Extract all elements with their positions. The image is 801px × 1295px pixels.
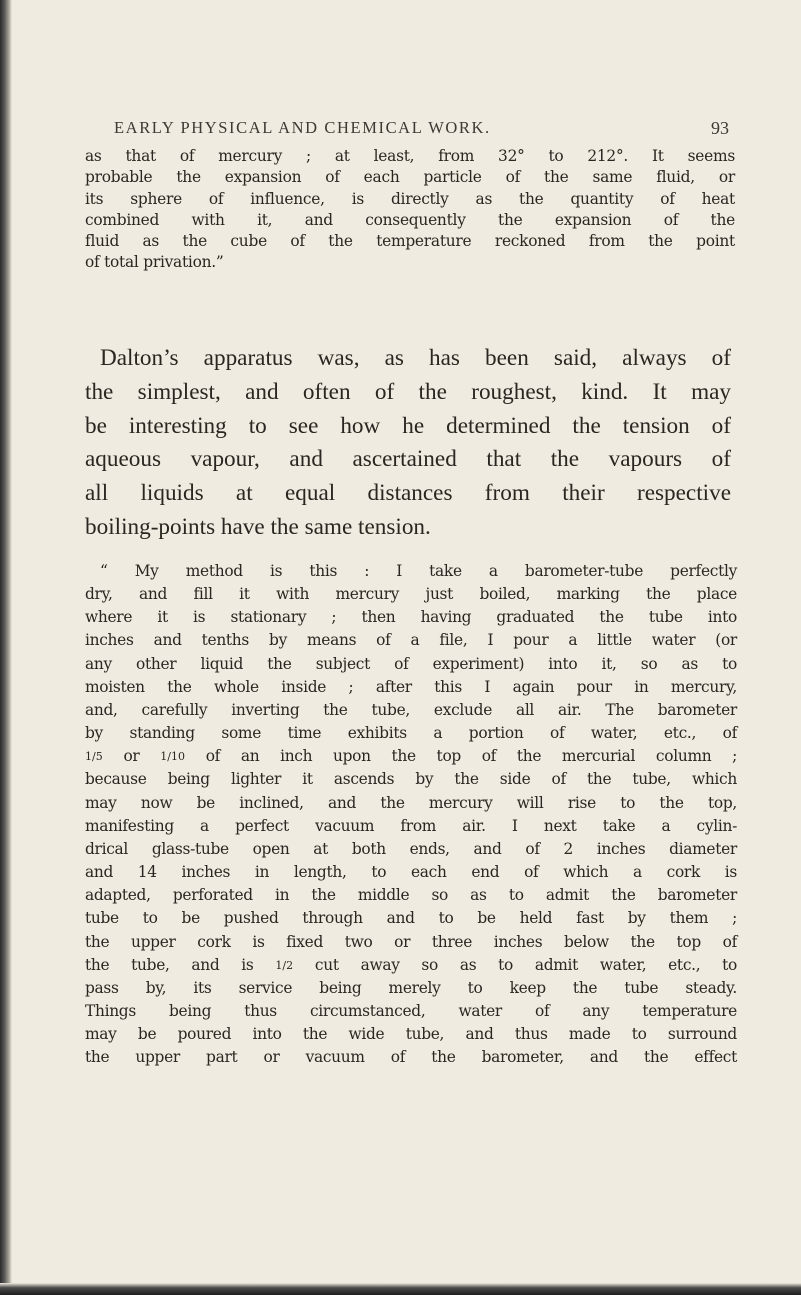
text-line: where it is stationary ; then having graduated the tube into [85, 608, 737, 627]
text-line: and, carefully inverting the tube, exclude all air. The barometer [85, 700, 737, 719]
text-line: the upper cork is fixed two or three inches below the top of [85, 932, 737, 951]
text-line: “ My method is this : I take a barometer-tube perfectly [100, 562, 737, 580]
text-line: may be poured into the wide tube, and thus made to surround [85, 1025, 737, 1044]
text-line: be interesting to see how he determined the tension of [85, 412, 731, 439]
text-line: inches and tenths by means of a file, I pour a little water (or [85, 631, 737, 650]
page-header [114, 118, 729, 148]
text-line: manifesting a perfect vacuum from air. I next take a cylin- [85, 816, 737, 835]
text-line: its sphere of influence, is directly as the quantity of heat [85, 189, 735, 208]
quotation-continuation [85, 146, 735, 274]
text-line: 1/5 or 1/10 of an inch upon the top of the mercurial column ; [85, 747, 737, 766]
text-line: the tube, and is 1/2 cut away so as to admit water, etc., to [85, 955, 738, 974]
fraction: 1/2 [275, 958, 294, 972]
text-line: pass by, its service being merely to keep the tube steady. [85, 978, 737, 997]
running-head: EARLY PHYSICAL AND CHEMICAL WORK. [114, 118, 491, 137]
page-number: 93 [711, 118, 729, 138]
text-line: all liquids at equal distances from their respective [85, 480, 731, 507]
text-line: drical glass-tube open at both ends, and of 2 inches diameter [85, 839, 737, 858]
text-line: by standing some time exhibits a portion of water, etc., of [85, 724, 737, 743]
text-line: any other liquid the subject of experiment) into it, so as to [85, 654, 737, 673]
text-line: probable the expansion of each particle of the same fluid, or [85, 168, 735, 187]
fraction: 1/5 [85, 750, 103, 764]
page-bottom-edge [0, 1283, 801, 1295]
text-line: may now be inclined, and the mercury will rise to the top, [85, 793, 737, 812]
text-line: of total privation.” [85, 253, 224, 272]
text-line: the simplest, and often of the roughest, kind. It may [85, 378, 731, 405]
narrative-paragraph [85, 342, 731, 545]
text-line: the upper part or vacuum of the barometer, and the effect [85, 1048, 737, 1067]
text-line: and 14 inches in length, to each end of which a cork is [85, 863, 737, 882]
text-line: aqueous vapour, and ascertained that the vapours of [85, 446, 731, 473]
dalton-quotation [85, 560, 737, 1069]
text-line: moisten the whole inside ; after this I again pour in mercury, [85, 677, 737, 696]
text-line: boiling-points have the same tension. [85, 513, 431, 540]
text-line: fluid as the cube of the temperature reckoned from the point [85, 232, 735, 251]
text-line: Things being thus circumstanced, water of any temperature [85, 1001, 737, 1020]
text-line: combined with it, and consequently the expansion of the [85, 210, 735, 229]
text-line: as that of mercury ; at least, from 32° to 212°. It seems [85, 147, 735, 165]
text-line: tube to be pushed through and to be held fast by them ; [85, 909, 737, 928]
book-spine-shadow [0, 0, 12, 1295]
text-line: dry, and fill it with mercury just boiled, marking the place [85, 585, 737, 604]
text-line: because being lighter it ascends by the side of the tube, which [85, 770, 737, 789]
fraction: 1/10 [160, 750, 185, 764]
text-line: adapted, perforated in the middle so as to admit the barometer [85, 886, 737, 905]
text-line: Dalton’s apparatus was, as has been said, always of [100, 345, 731, 371]
